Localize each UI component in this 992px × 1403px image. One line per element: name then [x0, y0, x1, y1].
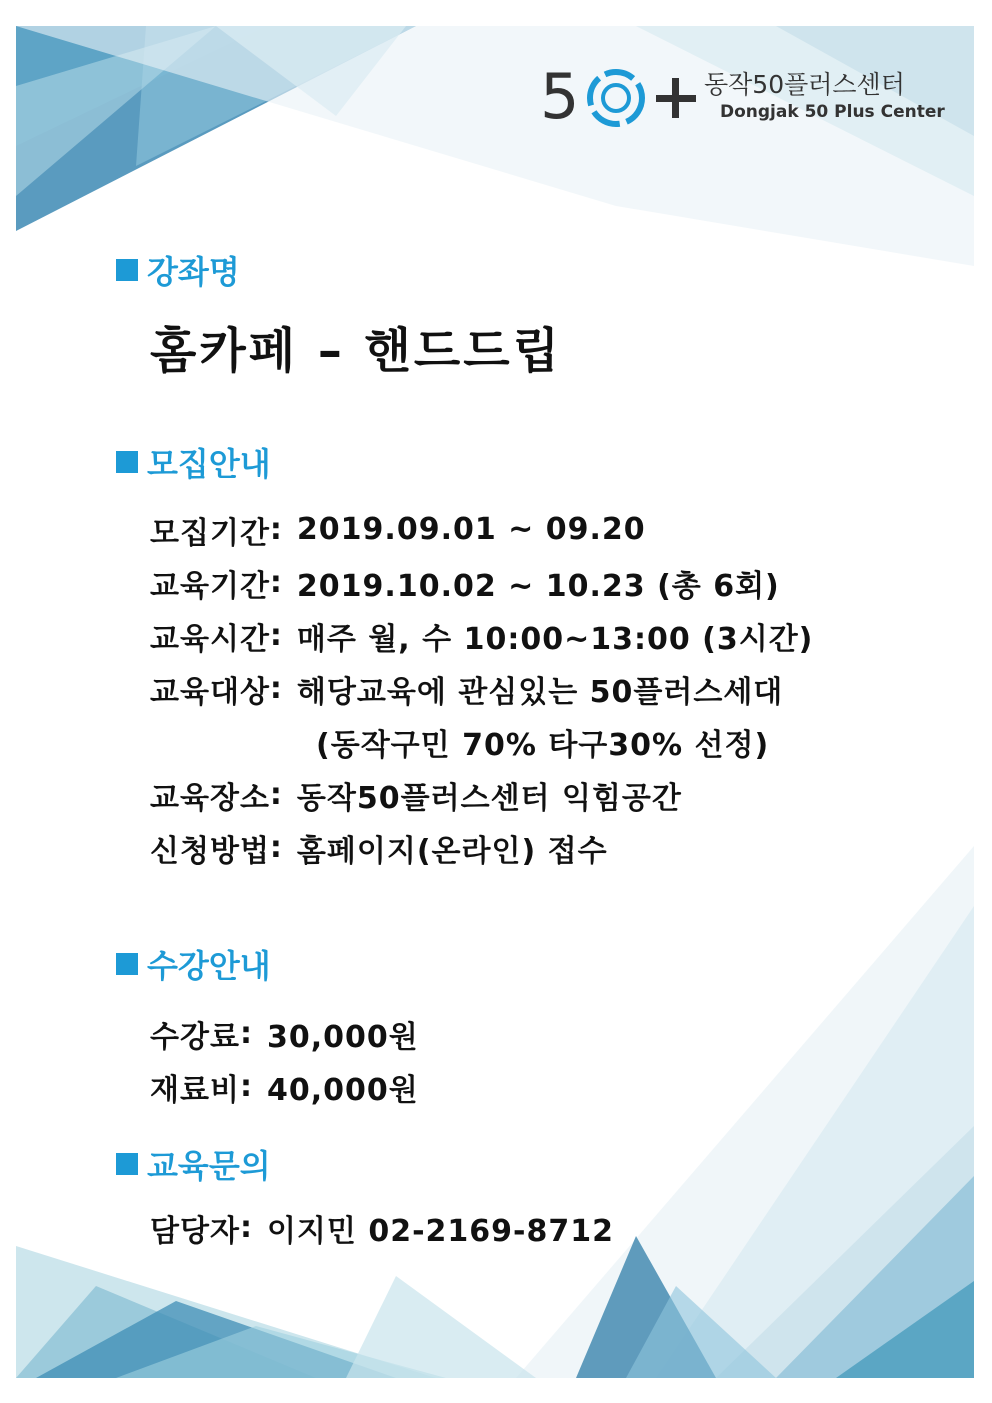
contact-info-list: [150, 1201, 614, 1254]
recruit-info-list: [150, 503, 813, 874]
info-row-material-fee: 재료비 : 40,000원: [150, 1069, 419, 1108]
square-bullet-icon: [116, 451, 138, 473]
logo-name-ko: 동작50플러스센터: [704, 70, 905, 99]
info-row-edu-place: 교육장소 : 동작50플러스센터 익힘공간: [150, 777, 682, 816]
section-course-heading: 강좌명: [116, 247, 240, 293]
square-bullet-icon: [116, 1153, 138, 1175]
info-row-edu-target: 교육대상 : 해당교육에 관심있는 50플러스세대: [150, 671, 784, 710]
info-row-recruit-period: 모집기간 : 2019.09.01 ~ 09.20: [150, 512, 646, 551]
info-row-edu-target-note: (동작구민 70% 타구30% 선정): [316, 727, 770, 763]
square-bullet-icon: [116, 259, 138, 281]
section-recruit-heading: 모집안내: [116, 439, 271, 485]
info-row-contact-person: 담당자 : 이지민 02-2169-8712: [150, 1210, 614, 1249]
section-contact-heading: 교육문의: [116, 1141, 271, 1187]
svg-text:5: 5: [540, 60, 580, 128]
section-fee-heading: 수강안내: [116, 941, 271, 987]
course-title: 홈카페 – 핸드드립: [150, 323, 562, 379]
info-row-edu-period: 교육기간 : 2019.10.02 ~ 10.23 (총 6회): [150, 565, 780, 604]
square-bullet-icon: [116, 953, 138, 975]
info-row-edu-time: 교육시간 : 매주 월, 수 10:00~13:00 (3시간): [150, 618, 814, 657]
info-row-apply-method: 신청방법 : 홈페이지(온라인) 접수: [150, 830, 608, 869]
info-row-tuition: 수강료 : 30,000원: [150, 1016, 419, 1055]
logo-name-en: Dongjak 50 Plus Center: [720, 102, 945, 122]
fee-info-list: [150, 1007, 419, 1113]
